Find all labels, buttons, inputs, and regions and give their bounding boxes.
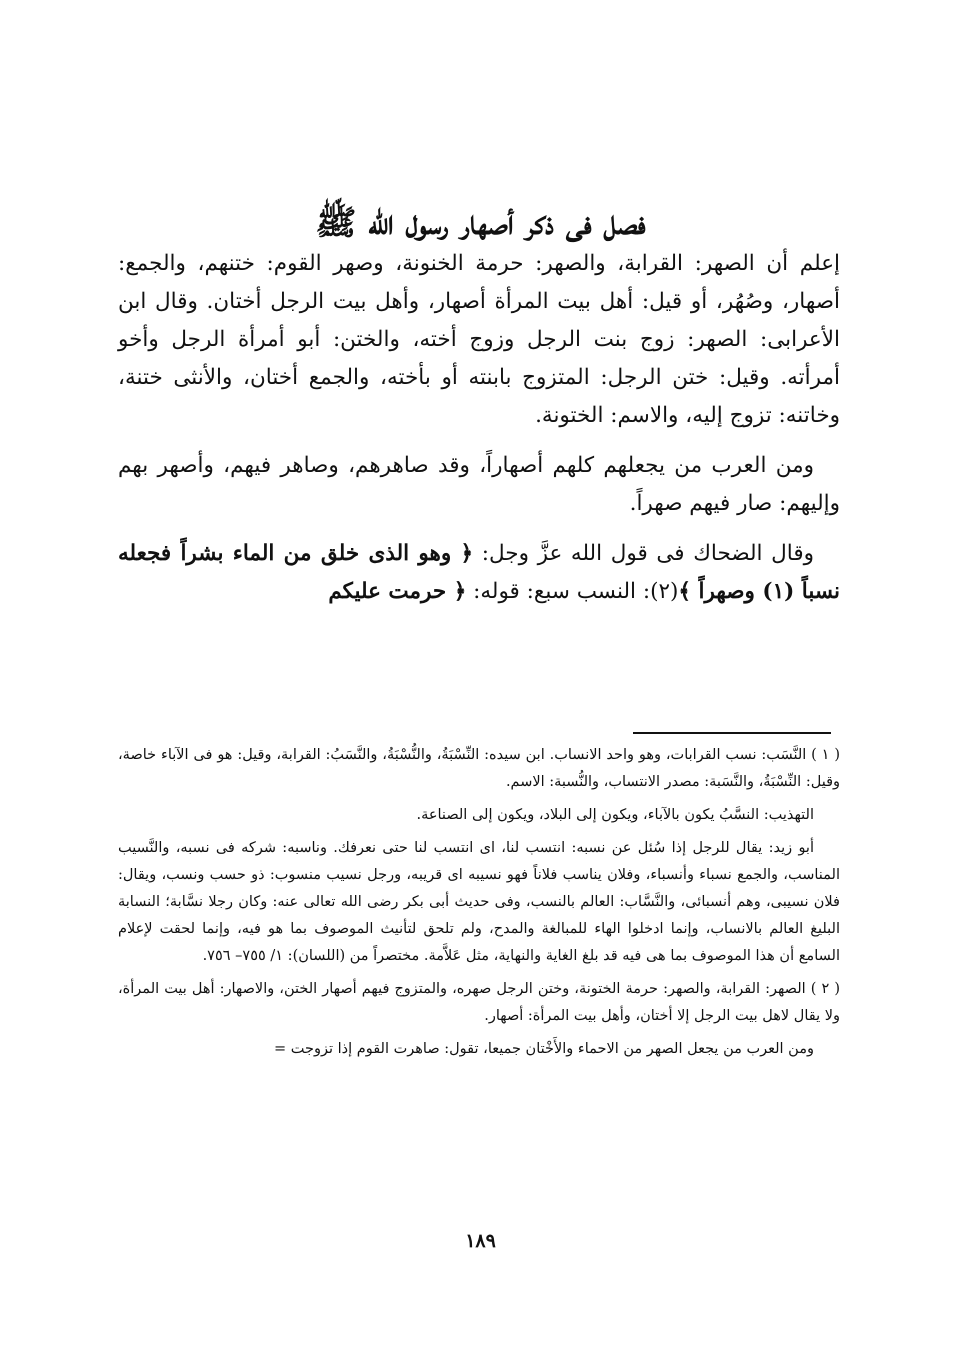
main-text	[118, 245, 840, 623]
footnote-separator	[633, 732, 831, 734]
paragraph-2: ومن العرب من يجعلهم كلهم أصهاراً، وقد صاهرهم، وصاهر فيهم، وأصهر بهم وإليهم: صار فيهم صهراً.	[118, 453, 840, 516]
quran-quote-2: ﴿ حرمت عليكم	[328, 579, 467, 604]
footnote-1-part-c: أبو زيد: يقال للرجل إذا سُئل عن نسبه: انتسب لنا، اى انتسب لنا حتى نعرفك. وناسبه: شركه فى نسبه، والنَّسيب المناسب، والجمع نسباء وأنسباء، وفلان يناسب فلاناً فهو نسيبه اى قريبه، ورجل نسيب منسوب: ذو حسب ونسب، ويقال: فلان نسيبى، وهم أنسبائى، والنَّسَّاب: العالم بالنسب، وفى حديث أبى بكر رضى الله تعالى عنه: وكان رجلا نسَّابة؛ النسابة البليغ العالم بالانساب، وإنما ادخلوا الهاء للمبالغة والمدح، ولم تلحق لتأنيث الموصوف بما هو فيه، وإنما لحقت لإعلام السامع أن هذا الموصوف بما هى فيه قد بلغ الغاية والنهاية، مثل عَلاَّمة. مختصراً من (اللسان): ١/ ٧٥٥– ٧٥٦.	[118, 840, 840, 964]
paragraph-3	[118, 535, 840, 611]
paragraph-3-intro: وقال الضحاك فى قول الله عزَّ وجل:	[473, 541, 814, 566]
footnote-2: ( ٢ ) الصهر: القرابة، والصهر: حرمة الختونة، وختن الرجل صهره، والمتزوج فيهم أصهار الختن، والاصهار: أهل بيت المرأة، ولا يقال لاهل بيت الرجل إلا أختان، وأهل بيت المرأة: أصهار.	[118, 981, 840, 1024]
footnote-1-part-b: التهذيب: النسَّبُ يكون بالآباء، ويكون إلى البلاد، ويكون إلى الصناعة.	[416, 807, 814, 823]
quran-quote-1: ﴿ وهو الذى خلق من الماء بشراً فجعله نسباً (١) وصهراً ﴾	[118, 541, 840, 604]
paragraph-3-mid: (٢): النسب سبع: قوله:	[466, 579, 679, 604]
paragraph-1: إعلم أن الصهر: القرابة، والصهر: حرمة الخنونة، وصهر القوم: ختنهم، والجمع: أصهار، وصُهُر، أو قيل: أهل بيت المرأة أصهار، وأهل بيت الرجل أختان. وقال ابن الأعرابى: الصهر: زوج بنت الرجل وزوج أخته، والختن: أبو أمرأة الرجل وأخو أمرأته. وقيل: ختن الرجل: المتزوج بابنته أو بأخته، والجمع أختان، والأنثى ختنة، وخاتنه: تزوج إليه، والاسم: الختونة.	[118, 251, 840, 428]
footnotes	[118, 742, 840, 1069]
footnote-1-part-a: ( ١ ) النَّسَب: نسب القرابات، وهو واحد الانساب. ابن سيده: النِّسْبَةُ، والنُّسْبَةُ، والنَّسَبُ: القرابة، وقيل: هو فى الآباء خاصة، وقيل: النِّسْبَةُ، والنَّسَبة: مصدر الانتساب، والنُّسبة: الاسم.	[118, 747, 840, 790]
chapter-title: فصل فى ذكر أصهار رسول الله ﷺ	[315, 202, 646, 243]
footnote-2-continued: ومن العرب من يجعل الصهر من الاحماء والأَخْتان جميعا، تقول: صاهرت القوم إذا تزوجت =	[274, 1041, 814, 1057]
page-number: ١٨٩	[465, 1230, 496, 1252]
